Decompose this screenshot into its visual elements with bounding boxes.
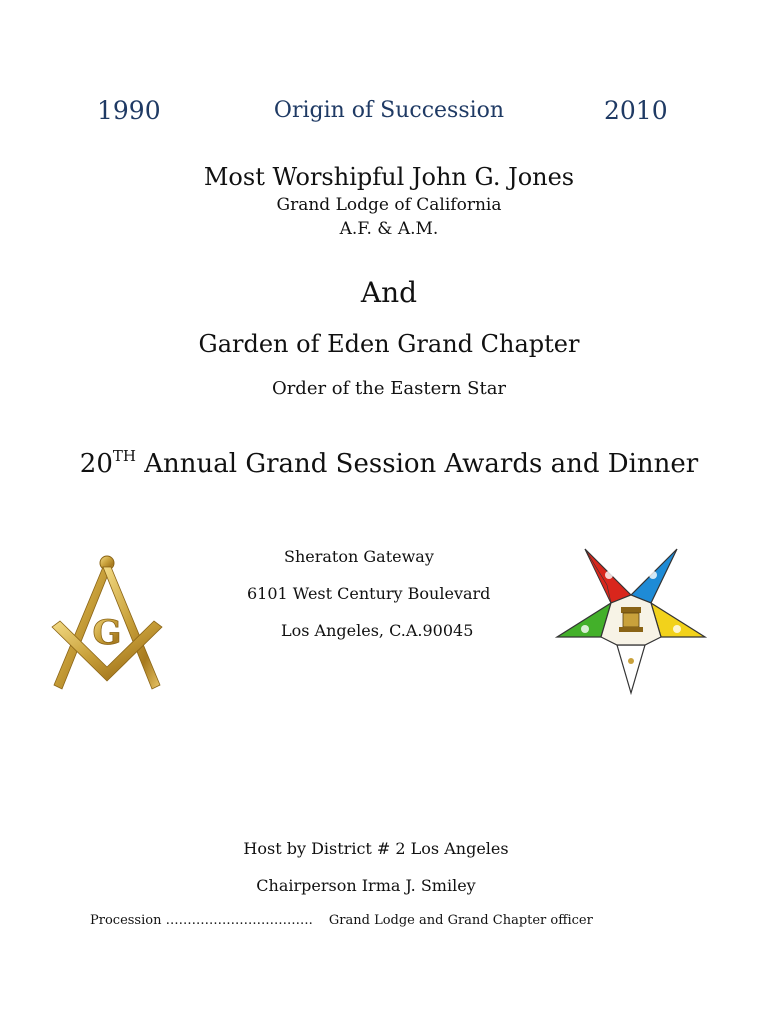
page-title: Origin of Succession — [273, 98, 505, 123]
program-line — [90, 913, 593, 928]
chairperson-line: Chairperson Irma J. Smiley — [256, 876, 476, 895]
event-title — [0, 449, 768, 479]
program-leader: ……………………………. — [165, 913, 313, 928]
svg-text:G: G — [92, 613, 122, 653]
end-year: 2010 — [604, 96, 668, 125]
honoree-rite: A.F. & A.M. — [339, 219, 439, 239]
venue-street: 6101 West Century Boulevard — [247, 584, 491, 603]
start-year: 1990 — [97, 96, 161, 125]
event-title-text: Annual Grand Session Awards and Dinner — [135, 449, 699, 479]
conjunction-text: And — [360, 276, 418, 309]
honoree-name: Most Worshipful John G. Jones — [203, 163, 575, 191]
event-ordinal-suffix: TH — [112, 447, 136, 465]
honoree-lodge: Grand Lodge of California — [276, 195, 502, 215]
venue-city: Los Angeles, C.A.90045 — [281, 621, 474, 640]
program-item: Procession — [90, 913, 162, 928]
program-detail: Grand Lodge and Grand Chapter officer — [328, 913, 593, 928]
host-line: Host by District # 2 Los Angeles — [243, 839, 509, 858]
eastern-star-icon — [555, 545, 707, 695]
square-and-compasses-icon — [50, 553, 164, 695]
event-ordinal-number: 20 — [79, 449, 113, 479]
chapter-name: Garden of Eden Grand Chapter — [198, 330, 580, 358]
chapter-order: Order of the Eastern Star — [271, 378, 507, 399]
venue-name: Sheraton Gateway — [284, 547, 434, 566]
